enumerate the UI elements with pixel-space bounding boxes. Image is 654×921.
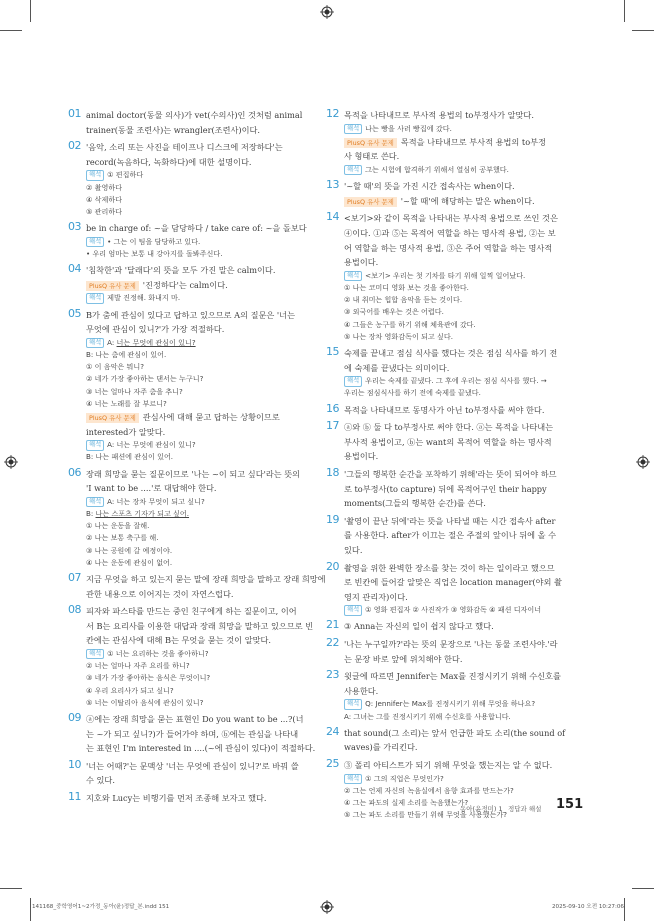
trim-mark [624, 0, 625, 22]
explanation-line: 관한 내용으로 이어지는 것이 자연스럽다. [86, 588, 234, 599]
question-number: 04 [68, 262, 81, 276]
explanation-line: trainer(동물 조련사)는 wrangler(조련사)이다. [86, 124, 261, 135]
explanation-line: 용법이다. [344, 257, 379, 268]
explanation-line: 용법이다. [344, 451, 379, 462]
answer-note [344, 123, 592, 135]
explanation-line: '음악, 소리 또는 사진을 테이프나 디스크에 저장하다'는 [86, 142, 283, 153]
explanation-line: '침착한'과 '달래다'의 뜻을 모두 가진 말은 calm이다. [86, 265, 276, 276]
explanation-line: be in charge of: ~을 담당하다 / take care of: ~을 돌보다 [86, 223, 307, 234]
question-number: 19 [326, 512, 339, 526]
trim-mark [632, 888, 654, 889]
plusq-badge: PlusQ 유사 문제 [344, 138, 397, 148]
explanation-line: 지금 무엇을 하고 있는지 묻는 말에 장래 희망을 말하고 장래 희망에 [86, 573, 326, 584]
left-question-09 [68, 710, 336, 756]
question-number: 07 [68, 570, 81, 584]
plusq-line [344, 135, 592, 150]
answer-note-text: ④ 나는 운동에 관심이 없어. [86, 557, 173, 567]
answer-note-text: ② 나는 보통 축구를 해. [86, 533, 159, 543]
left-column [68, 107, 336, 809]
answer-note-text: ④ 그들은 농구를 하기 위해 체육관에 갔다. [344, 319, 476, 329]
translation-tag: 해석 [86, 440, 104, 451]
answer-note [86, 182, 336, 194]
question-number: 13 [326, 178, 339, 192]
right-question-23 [326, 668, 592, 723]
answer-note [86, 532, 336, 544]
right-question-14 [326, 210, 592, 343]
answer-note-text: ④ 삭제하다 [86, 194, 123, 204]
answer-note-text: 나는 빵을 사러 빵집에 갔다. [365, 123, 452, 133]
answer-note-text: A: 그녀는 그를 진정시키기 위해 수신호를 사용합니다. [344, 711, 511, 721]
answer-note-text: ④ 우리 요리사가 되고 싶니? [86, 685, 174, 695]
answer-note-text: A: 너는 장차 무엇이 되고 싶니? [107, 496, 205, 506]
left-question-11 [68, 789, 336, 806]
footer-book-title: 동아(윤정미) 1_ 정답과 해설 [460, 805, 542, 813]
answer-note-text: ③ 외국어를 배우는 것은 어렵다. [344, 307, 444, 317]
question-number: 15 [326, 344, 339, 358]
right-question-21 [326, 618, 592, 634]
explanation-line: 목적을 나타내므로 동명사가 아닌 to부정사를 써야 한다. [344, 404, 545, 415]
translation-tag: 해석 [344, 605, 362, 616]
explanation-line: ⓐ와 ⓑ 둘 다 to부정사로 써야 한다. ⓐ는 목적을 나타내는 [344, 422, 554, 433]
explanation-line: 장래 희망을 묻는 질문이므로 '나는 ~이 되고 싶다'라는 뜻의 [86, 468, 301, 479]
answer-note-text: ③ 나는 공원에 갈 예정이야. [86, 545, 173, 555]
answer-note [344, 270, 592, 282]
explanation-line: 사 형태로 쓴다. [344, 151, 400, 162]
explanation-line: 있다. [344, 544, 363, 555]
plusq-text: 목적을 나타내므로 부사적 용법의 to부정 [400, 136, 546, 147]
explanation-line: ⓐ에는 장래 희망을 묻는 표현인 Do you want to be ...?(너 [86, 713, 304, 724]
answer-note [86, 373, 336, 385]
right-question-13 [326, 178, 592, 208]
answer-note-text: ② 그는 언제 자신의 녹음실에서 음향 효과를 만드는가? [344, 785, 514, 795]
page-number: 151 [556, 797, 584, 812]
answer-note-text: ② 촬영하다 [86, 182, 123, 192]
answer-note-text: ⑤ 관리하다 [86, 206, 123, 216]
plusq-line [86, 410, 336, 425]
answer-note [344, 164, 592, 176]
translation-tag: 해석 [344, 774, 362, 785]
translation-tag: 해석 [86, 649, 104, 660]
plusq-badge: PlusQ 유사 문제 [86, 413, 139, 423]
trim-mark [30, 898, 31, 921]
answer-note [344, 282, 592, 294]
answer-note [86, 660, 336, 672]
plusq-badge: PlusQ 유사 문제 [344, 197, 397, 207]
answer-note-text: ① 나는 코미디 영화 보는 것을 좋아한다. [344, 282, 469, 292]
answer-note-text: ④ 그는 파도의 실제 소리를 녹음했는가? [344, 798, 469, 808]
plusq-line [86, 278, 336, 293]
answer-note [86, 508, 336, 520]
answer-note [86, 194, 336, 206]
explanation-line: 영지 관리자)이다. [344, 591, 408, 602]
answer-note [344, 306, 592, 318]
trim-mark [0, 888, 22, 889]
registration-mark-right [636, 455, 650, 469]
question-number: 12 [326, 107, 339, 120]
answer-note [344, 785, 592, 797]
answer-note [344, 294, 592, 306]
answer-note-text: B: 나는 춤에 관심이 있어. [86, 349, 167, 359]
registration-mark-bottom [320, 900, 334, 914]
answer-note-text: 우리는 점심식사를 하기 전에 숙제를 끝냈다. [344, 388, 481, 398]
explanation-line: that sound(그 소리)는 앞서 언급한 파도 소리(the sound of [344, 727, 566, 738]
answer-note [86, 292, 336, 304]
left-question-03 [68, 220, 336, 260]
question-number: 21 [326, 618, 339, 632]
left-question-06 [68, 465, 336, 569]
answer-note-text: ① 그의 직업은 무엇인가? [365, 773, 444, 783]
question-number: 10 [68, 757, 81, 771]
answer-note-text: ② 내 취미는 힙합 음악을 듣는 것이다. [344, 295, 463, 305]
explanation-line: waves)를 가리킨다. [344, 742, 418, 753]
question-number: 24 [326, 724, 339, 738]
question-number: 22 [326, 636, 339, 650]
answer-note [86, 248, 336, 260]
right-question-20 [326, 559, 592, 617]
answer-note [86, 451, 336, 463]
answer-note [86, 697, 336, 709]
explanation-line: <보기>와 같이 목적을 나타내는 부사적 용법으로 쓰인 것은 [344, 213, 558, 224]
question-number: 23 [326, 668, 339, 682]
answer-note [344, 604, 592, 616]
answer-note-text: 그는 시험에 합격하기 위해서 열심히 공부했다. [365, 164, 509, 174]
translation-tag: 해석 [86, 237, 104, 248]
right-question-19 [326, 512, 592, 558]
underlined-text: 나는 스포츠 기자가 되고 싶어. [95, 508, 190, 518]
explanation-line: 촬영을 위한 완벽한 장소를 찾는 것이 하는 일이라고 했으므 [344, 562, 555, 573]
answer-note-text: A: 너는 무엇에 관심이 있니? [107, 440, 196, 450]
answer-note [344, 698, 592, 710]
right-question-12 [326, 107, 592, 176]
answer-note-text: ⑤ 그는 파도 소리를 만들기 위해 무엇을 사용했는가? [344, 810, 507, 820]
explanation-line: 로 to부정사(to capture) 뒤에 목적어구인 their happy [344, 483, 547, 494]
explanation-line: 부사적 용법이고, ⓑ는 want의 목적어 역할을 하는 명사적 [344, 436, 552, 447]
answer-note [344, 773, 592, 785]
answer-note [86, 496, 336, 508]
answer-note [344, 319, 592, 331]
answer-note-text: A: [107, 337, 117, 347]
answer-note [86, 386, 336, 398]
explanation-line: 수 있다. [86, 775, 115, 786]
question-number: 09 [68, 710, 81, 724]
explanation-line: 사용한다. [344, 685, 379, 696]
explanation-line: 지호와 Lucy는 비행기를 먼저 조종해 보자고 했다. [86, 792, 267, 803]
translation-tag: 해석 [86, 338, 104, 349]
answer-note [344, 711, 592, 723]
translation-tag: 해석 [86, 170, 104, 181]
explanation-line: interested가 알맞다. [86, 426, 166, 437]
question-number: 03 [68, 220, 81, 234]
answer-note [86, 557, 336, 569]
answer-note-text: ① 너는 요리하는 것을 좋아하니? [107, 648, 209, 658]
explanation-line: ④이다. ①과 ⑤는 목적어 역할을 하는 명사적 용법, ②는 보 [344, 227, 556, 238]
explanation-line: 어 역할을 하는 명사적 용법, ③은 주어 역할을 하는 명사적 [344, 242, 553, 253]
slug-date: 2025-09-10 오전 10:27:06 [552, 904, 624, 910]
answer-note-text: • 우리 엄마는 보통 내 강아지를 돌봐주신다. [86, 248, 223, 258]
explanation-line: 윗글에 따르면 Jennifer는 Max를 진정시키기 위해 수신호를 [344, 671, 561, 682]
explanation-line: '그들의 행복한 순간을 포착하기 위해'라는 뜻이 되어야 하므 [344, 468, 557, 479]
explanation-line: moments(그들의 행복한 순간)를 쓴다. [344, 498, 486, 509]
answer-note [86, 398, 336, 410]
explanation-line: 는 문장 바로 앞에 위치해야 한다. [344, 653, 463, 664]
plusq-badge: PlusQ 유사 문제 [86, 281, 139, 291]
translation-tag: 해석 [86, 293, 104, 304]
plusq-text: 관심사에 대해 묻고 답하는 상황이므로 [142, 411, 280, 422]
explanation-line: '촬영이 끝난 뒤에'라는 뜻을 나타낼 때는 시간 접속사 after [344, 515, 556, 526]
explanation-line: 칸에는 관심사에 대해 B는 무엇을 묻는 것이 알맞다. [86, 635, 272, 646]
plusq-line [344, 194, 592, 209]
right-question-17 [326, 419, 592, 464]
answer-note-text: ③ 너는 얼마나 자주 춤을 추니? [86, 386, 183, 396]
answer-note-text: 제발 진정해. 화내지 마. [107, 293, 181, 303]
explanation-line: record(녹음하다, 녹화하다)에 대한 설명이다. [86, 156, 252, 167]
translation-tag: 해석 [344, 699, 362, 710]
question-number: 25 [326, 757, 339, 771]
answer-note-text: <보기> 우리는 첫 기차를 타기 위해 일찍 일어났다. [365, 270, 526, 280]
answer-note-text: B: 나는 패션에 관심이 있어. [86, 452, 174, 462]
answer-note [86, 520, 336, 532]
explanation-line: ③ Anna는 자신의 일이 쉽지 않다고 했다. [344, 621, 494, 632]
question-number: 08 [68, 603, 81, 617]
answer-note-text: ① 편집하다 [107, 170, 144, 180]
question-number: 05 [68, 306, 81, 320]
answer-note [86, 236, 336, 248]
question-number: 01 [68, 107, 81, 120]
answer-note [86, 361, 336, 373]
explanation-line: 목적을 나타내므로 부사적 용법의 to부정사가 알맞다. [344, 110, 534, 120]
answer-note-text: ⑤ 나는 장차 영화감독이 되고 싶다. [344, 331, 453, 341]
question-number: 06 [68, 465, 81, 479]
explanation-line: '~할 때'의 뜻을 가진 시간 접속사는 when이다. [344, 181, 515, 192]
answer-note [344, 387, 592, 399]
right-question-18 [326, 465, 592, 511]
answer-note-text: ② 너는 얼마나 자주 요리를 하니? [86, 661, 190, 671]
underlined-text: 너는 무엇에 관심이 있니? [116, 337, 196, 347]
answer-note [86, 545, 336, 557]
answer-note-text: ⑤ 너는 이탈리아 음식에 관심이 있니? [86, 697, 204, 707]
right-question-24 [326, 724, 592, 755]
answer-note [86, 169, 336, 181]
explanation-line: 'I want to be ....'로 대답해야 한다. [86, 483, 217, 494]
question-number: 02 [68, 139, 81, 153]
answer-note-text: ② 네가 가장 좋아하는 댄서는 누구니? [86, 374, 204, 384]
explanation-line: 는 표현인 I'm interested in ....(~에 관심이 있다)이 적절하다. [86, 743, 316, 754]
trim-mark [632, 30, 654, 31]
explanation-line: animal doctor(동물 의사)가 vet(수의사)인 것처럼 animal [86, 110, 303, 120]
left-question-05 [68, 306, 336, 464]
left-question-01 [68, 107, 336, 137]
translation-tag: 해석 [86, 497, 104, 508]
question-number: 14 [326, 210, 339, 224]
right-question-15 [326, 344, 592, 400]
answer-note [86, 672, 336, 684]
explanation-line: 숙제를 끝내고 점심 식사를 했다는 것은 점심 식사를 하기 전 [344, 347, 558, 358]
answer-note [344, 331, 592, 343]
answer-note-text: ③ 네가 가장 좋아하는 음식은 무엇이니? [86, 673, 211, 683]
translation-tag: 해석 [344, 271, 362, 282]
explanation-line: ③ 폴리 아티스트가 되기 위해 무엇을 했는지는 알 수 없다. [344, 760, 553, 771]
trim-mark [30, 0, 31, 22]
question-number: 17 [326, 419, 339, 433]
plusq-text: '진정하다'는 calm이다. [142, 279, 228, 290]
registration-mark-left [4, 455, 18, 469]
plusq-text: '~할 때'에 해당하는 말은 when이다. [400, 195, 535, 206]
explanation-line: 로 빈칸에 들어갈 알맞은 직업은 location manager(야외 촬 [344, 577, 562, 588]
explanation-line: 를 사용한다. after가 이끄는 절은 주절의 앞이나 뒤에 올 수 [344, 530, 557, 541]
explanation-line: B가 춤에 관심이 있다고 답하고 있으므로 A의 질문은 '너는 [86, 309, 296, 320]
answer-note-text: ① 나는 운동을 잘해. [86, 521, 150, 531]
answer-note-text: ① 영화 편집자 ② 사진작가 ③ 영화감독 ④ 패션 디자이너 [365, 605, 542, 615]
registration-mark-top [320, 5, 334, 19]
explanation-line: 서 B는 요리사를 이용한 대답과 장래 희망을 말하고 있으므로 빈 [86, 620, 314, 631]
question-number: 20 [326, 559, 339, 573]
left-question-10 [68, 757, 336, 788]
answer-note-text: 우리는 숙제를 끝냈다. 그 후에 우리는 점심 식사를 했다. → [365, 376, 547, 386]
answer-note [86, 439, 336, 451]
trim-mark [624, 898, 625, 921]
left-question-04 [68, 262, 336, 304]
question-number: 16 [326, 401, 339, 415]
trim-mark [0, 30, 22, 31]
left-question-07 [68, 570, 336, 601]
answer-note [86, 349, 336, 361]
answer-note-text: Q: Jennifer는 Max를 진정시키기 위해 무엇을 하나요? [365, 699, 536, 709]
explanation-line: '나는 누구일까?'라는 뜻의 문장으로 '나는 동물 조련사야.'라 [344, 639, 558, 650]
right-question-22 [326, 636, 592, 666]
answer-note-text: ① 이 음악은 뭐니? [86, 362, 145, 372]
right-question-16 [326, 401, 592, 418]
explanation-line: 무엇에 관심이 있니?'가 가장 적절하다. [86, 324, 225, 335]
explanation-line: 는 ~가 되고 싶니?)가 들어가야 하며, ⓑ에는 관심을 나타내 [86, 728, 299, 739]
explanation-line: 에 숙제를 끝냈다는 의미이다. [344, 362, 450, 373]
answer-note [344, 375, 592, 387]
explanation-line: 피자와 파스타를 만드는 중인 친구에게 하는 질문이고, 이어 [86, 606, 297, 617]
right-column [326, 107, 592, 824]
answer-note [86, 648, 336, 660]
answer-note-text: • 그는 이 팀을 담당하고 있다. [107, 236, 201, 246]
answer-note [86, 337, 336, 349]
question-number: 18 [326, 465, 339, 479]
answer-note-text: B: [86, 508, 96, 518]
left-question-08 [68, 603, 336, 709]
question-number: 11 [68, 789, 81, 803]
answer-note [86, 685, 336, 697]
answer-note-text: ④ 너는 노래를 잘 부르니? [86, 398, 167, 408]
left-question-02 [68, 139, 336, 218]
translation-tag: 해석 [344, 376, 362, 387]
answer-note [86, 206, 336, 218]
translation-tag: 해석 [344, 124, 362, 135]
explanation-line: '너는 어때?'는 문맥상 '너는 무엇에 관심이 있니?'로 바꿔 쓸 [86, 760, 299, 771]
translation-tag: 해석 [344, 165, 362, 176]
slug-filename: 141168_중학영어1~2가정_동아(윤)정답_본.indd 151 [32, 904, 170, 910]
